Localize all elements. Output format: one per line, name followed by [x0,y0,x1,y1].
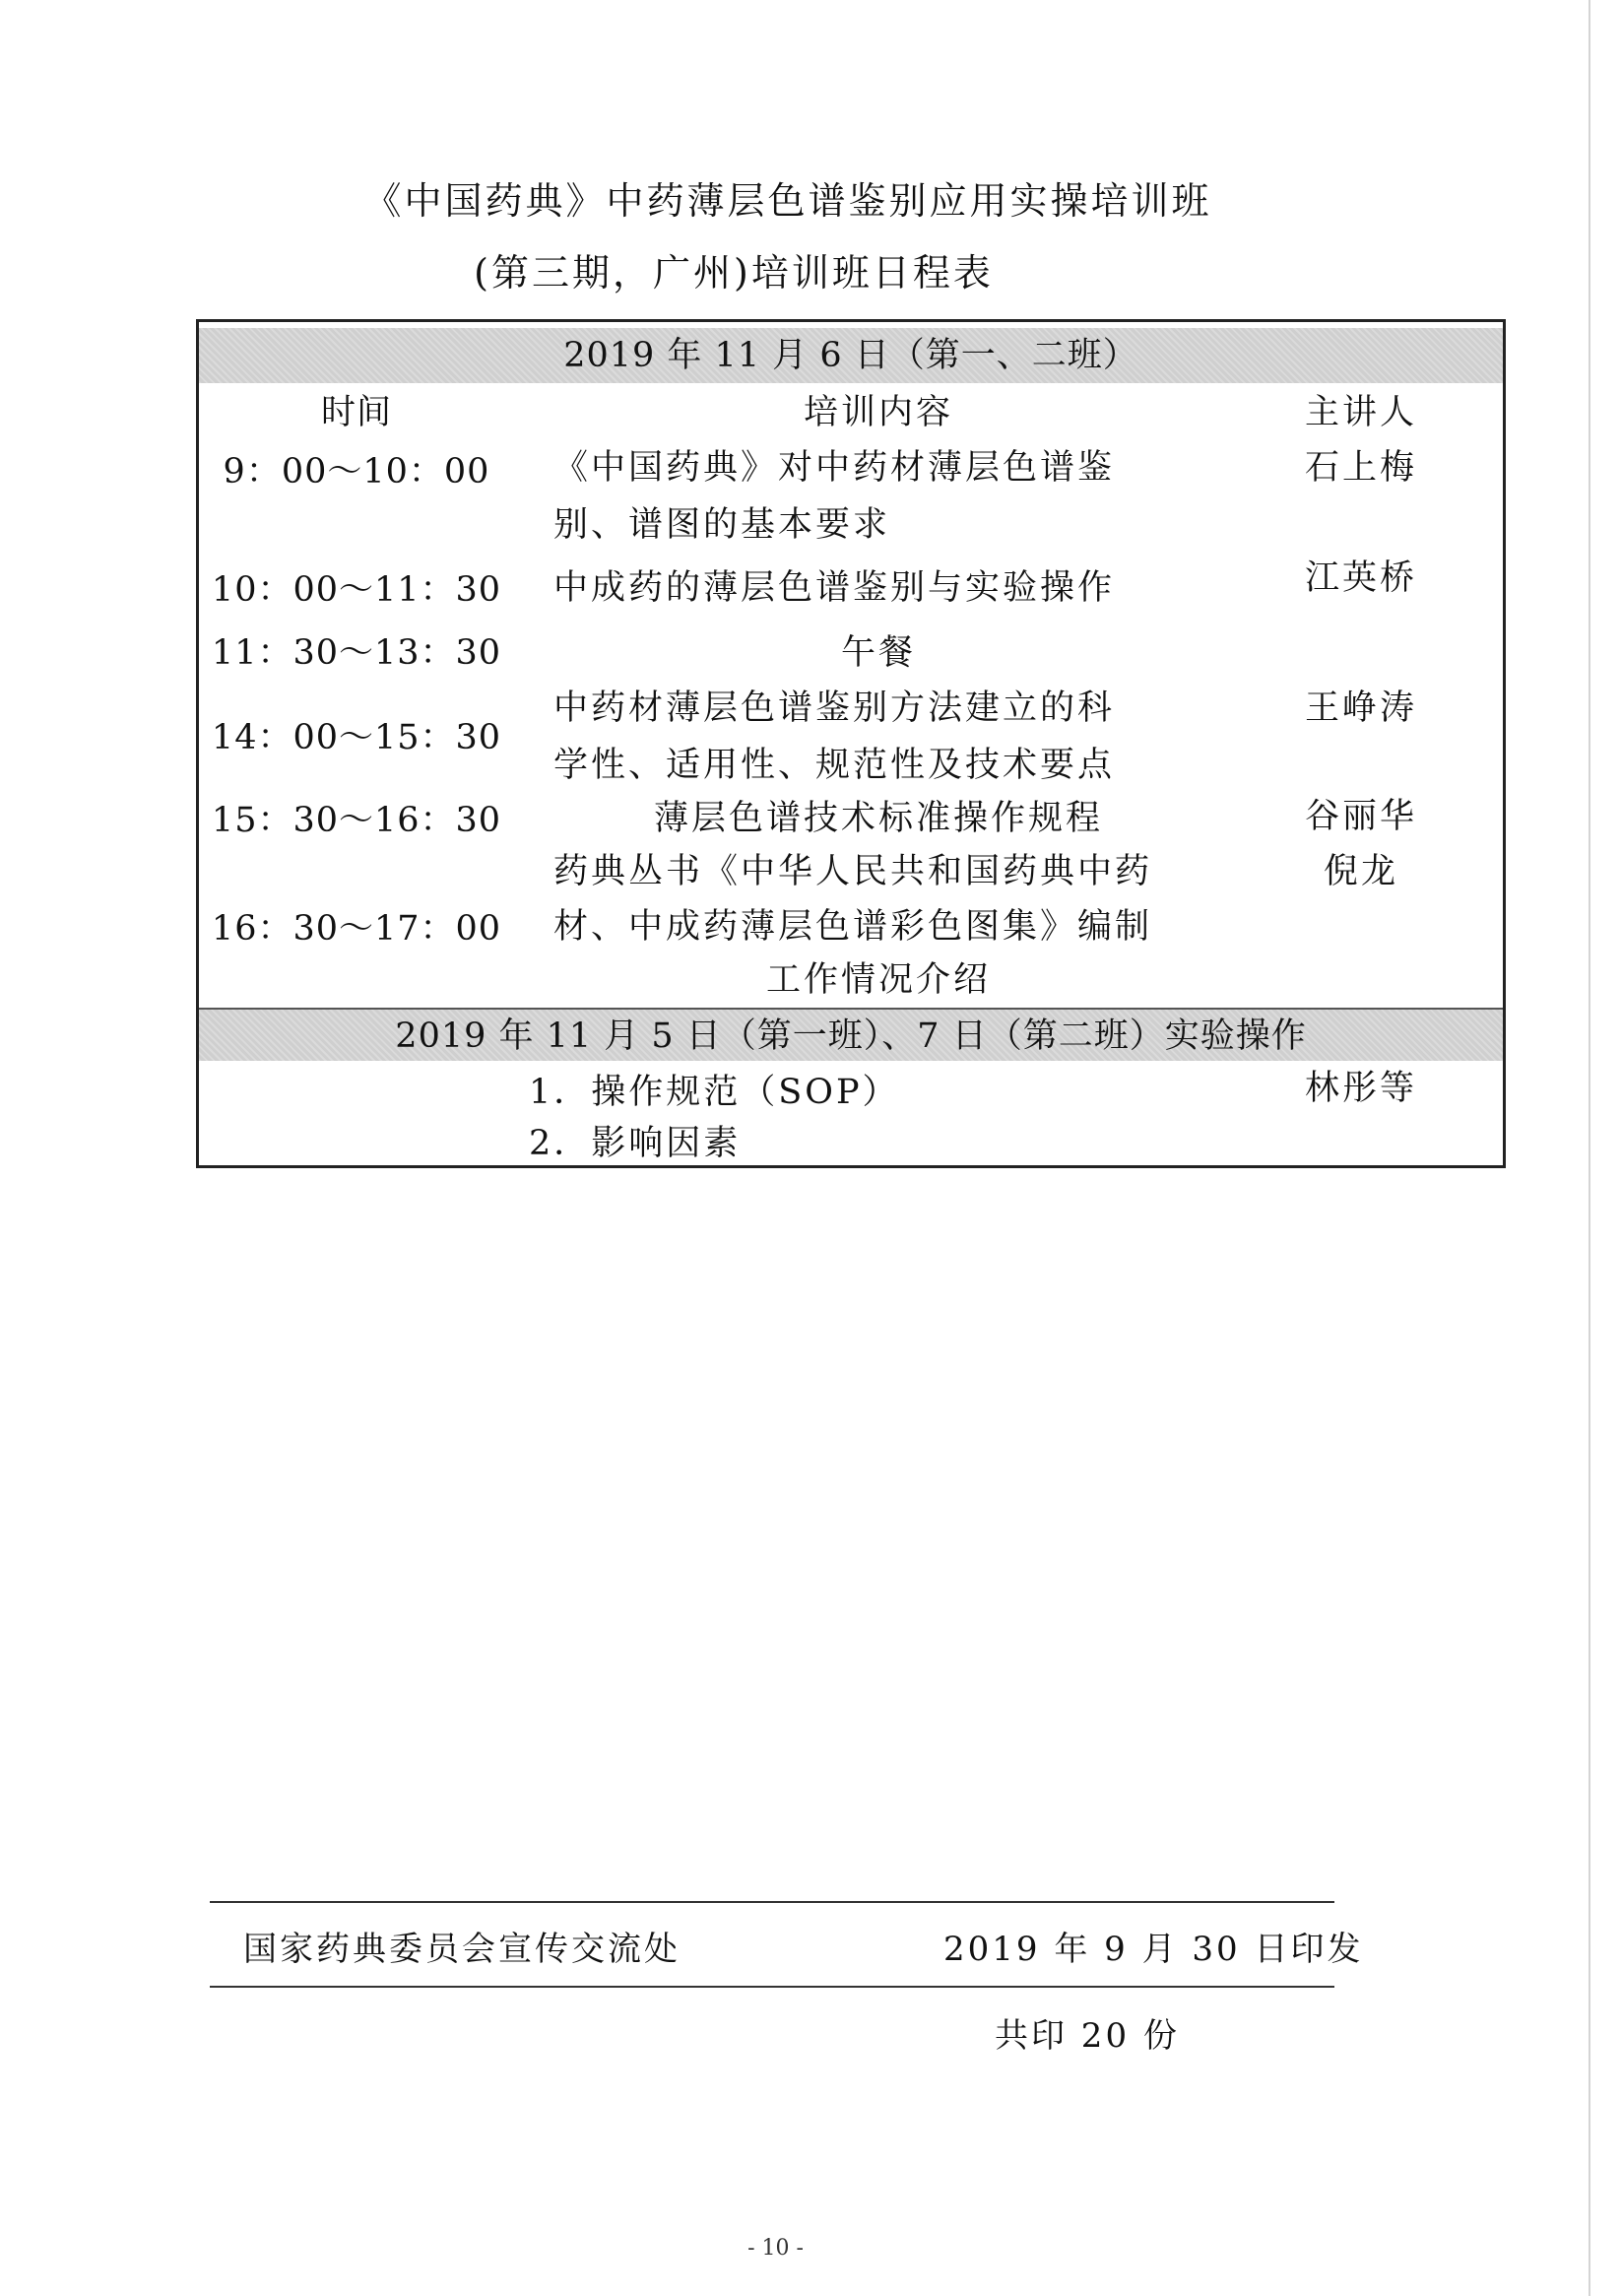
row-6-time: 16：30～17：00 [211,909,502,949]
footer-issue-date: 2019 年 9 月 30 日印发 [943,1930,1364,1969]
row-4-time: 14：00～15：30 [211,718,502,757]
day2-header: 2019 年 11 月 5 日（第一班）、7 日（第二班）实验操作 [199,1008,1503,1061]
row-5-speaker: 谷丽华 [1304,797,1417,836]
scan-edge-line [1589,0,1590,2296]
lab-item-2: 2．影响因素 [529,1124,742,1163]
footer-issuer: 国家药典委员会宣传交流处 [243,1930,681,1969]
page-number: - 10 - [747,2236,804,2261]
row-3-time: 11：30～13：30 [211,633,502,673]
row-1-content-line-1: 《中国药典》对中药材薄层色谱鉴 [553,448,1116,488]
row-5-content-line-1: 薄层色谱技术标准操作规程 [653,799,1103,838]
row-2-content-line-1: 中成药的薄层色谱鉴别与实验操作 [553,568,1116,608]
row-6-content-line-1: 药典丛书《中华人民共和国药典中药 [553,852,1153,891]
row-5-time: 15：30～16：30 [211,801,502,840]
row-6-speaker: 倪龙 [1323,852,1398,891]
column-header-time: 时间 [320,393,392,432]
day1-header: 2019 年 11 月 6 日（第一、二班） [199,328,1503,383]
footer-bottom-rule [210,1986,1334,1988]
document-subtitle: (第三期，广州)培训班日程表 [474,251,994,295]
footer-copies: 共印 20 份 [995,2016,1180,2056]
row-1-content-line-2: 别、谱图的基本要求 [553,505,891,545]
row-4-content-line-2: 学性、适用性、规范性及技术要点 [553,746,1116,785]
row-4-speaker: 王峥涛 [1304,689,1417,728]
row-3-content-line-1: 午餐 [840,633,916,673]
row-1-speaker: 石上梅 [1304,448,1417,488]
row-6-content-line-3: 工作情况介绍 [765,960,991,1000]
lab-item-1: 1．操作规范（SOP） [529,1073,900,1112]
row-6-content-line-2: 材、中成药薄层色谱彩色图集》编制 [553,907,1153,947]
row-4-content-line-1: 中药材薄层色谱鉴别方法建立的科 [553,689,1116,728]
column-header-content: 培训内容 [803,393,953,432]
footer-top-rule [210,1901,1334,1903]
row-2-time: 10：00～11：30 [211,570,502,610]
lab-speaker: 林彤等 [1304,1069,1417,1108]
row-2-speaker: 江英桥 [1304,558,1417,598]
column-header-speaker: 主讲人 [1304,393,1417,432]
document-title: 《中国药典》中药薄层色谱鉴别应用实操培训班 [363,179,1212,223]
row-1-time: 9：00～10：00 [223,452,490,492]
schedule-table [196,319,1506,1168]
